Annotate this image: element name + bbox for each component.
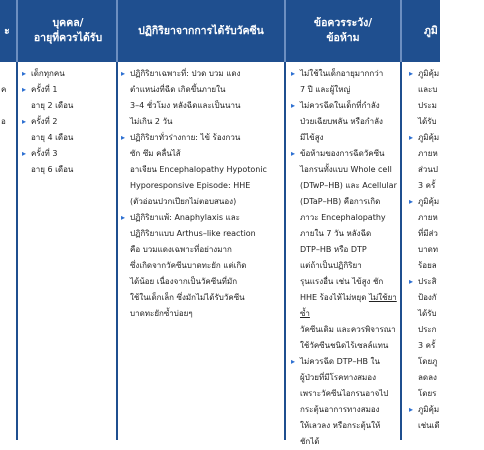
text-line: (DTwP–HB) และ Acellular <box>300 181 397 190</box>
header-precautions <box>286 0 400 62</box>
col1-fragment: อ <box>1 117 6 126</box>
list-item <box>291 146 398 354</box>
header-precautions-line1: ข้อควรระวัง/ <box>313 17 373 29</box>
text-line: วัคซีนเดิม และควรพิจารณา <box>300 325 396 334</box>
header-immunity: ภูมิ <box>424 24 438 37</box>
text-line: ไอกรนทั้งแบบ Whole cell <box>300 165 392 174</box>
text-line: 3 ครั้ <box>418 341 436 350</box>
text-line: ซึ่งเกิดจากวัคซีนบาดทะยัก แต่เกิด <box>130 261 247 270</box>
text-line: เพราะวัคซีนไอกรนอาจไป <box>300 389 389 398</box>
text-line: ผู้ป่วยที่มีโรคทางสมอง <box>300 373 376 382</box>
text-line: รุนแรงอื่น เช่น ไข้สูง ชัก <box>300 277 384 286</box>
underlined-text: ไม่ใช้ยาซ้ำ <box>300 293 397 318</box>
column-divider <box>284 62 286 440</box>
text-line: ใช้วัคซีนชนิดไร้เซลล์แทน <box>300 341 389 350</box>
text-line: มีไข้สูง <box>300 133 324 142</box>
column-divider <box>400 62 402 440</box>
header-person-age-line1: บุคคล/ <box>52 17 84 29</box>
text-line: อายุ 2 เดือน <box>31 101 74 110</box>
list-item <box>121 210 268 322</box>
text-line: 7 ปี และผู้ใหญ่ <box>300 85 351 94</box>
list-item <box>22 66 108 82</box>
list-item <box>22 82 108 98</box>
text-line: ▸ ปฏิกิริยาแพ้: Anaphylaxis และ <box>130 213 240 222</box>
text-line: ภายใน 7 วัน หลังฉีด <box>300 229 372 238</box>
text-line: ▸ ครั้งที่ 3 <box>31 149 58 158</box>
text-line: ▸ ปฏิกิริยาทั่วร่างกาย: ไข้ ร้องกวน <box>130 133 241 142</box>
text-line: อายุ 6 เดือน <box>31 165 74 174</box>
text-line: ▸ ไม่ควรฉีดในเด็กที่กำลัง <box>300 101 380 110</box>
list-item: ▸ ภูมิคุ้ม <box>409 130 440 146</box>
text-line: ใช้ในเด็กเล็ก ซึ่งมักไม่ได้รับวัคซีน <box>130 293 245 302</box>
text-line: ▸ ครั้งที่ 1 <box>31 85 58 94</box>
text-line: แต่ถ้าเป็นปฏิกิริยา <box>300 261 362 270</box>
text-line: ซัก ซึม คลื่นไส้ <box>130 149 181 158</box>
header-person-age-line2: อายุที่ควรได้รับ <box>33 32 103 44</box>
text-line: บาดทะยักซ้ำบ่อยๆ <box>130 309 193 318</box>
text-line: ได้รับ <box>418 117 437 126</box>
text-line: ▸ ข้อห้ามของการฉีดวัคซีน <box>300 149 385 158</box>
col-vaccine-fragment <box>0 62 14 440</box>
text-line: อาเจียน Encephalopathy Hypotonic <box>130 165 267 174</box>
text-line: HHE ร้องไห้ไม่หยุด ไม่ใช้ยาซ้ำ <box>300 293 397 318</box>
header-reactions: ปฏิกิริยาจากการได้รับวัคซีน <box>138 24 264 37</box>
col1-fragment: ค <box>1 85 7 94</box>
text-line: ส่วนป <box>418 165 438 174</box>
text-line: ไม่เกิน 2 วัน <box>130 117 173 126</box>
text-line: ภาวะ Encephalopathy <box>300 213 386 222</box>
text-line: ป่วยเฉียบพลัน หรือกำลัง <box>300 117 383 126</box>
text-line: DTP–HB หรือ DTP <box>300 245 367 254</box>
column-divider <box>116 62 118 440</box>
list-item <box>291 66 398 98</box>
col-person-age <box>22 62 108 440</box>
text-line: ได้น้อย เนื่องจากเป็นวัคซีนที่มัก <box>130 277 238 286</box>
text-line: เช่นเดี <box>418 421 440 430</box>
text-line: โดยร <box>418 389 437 398</box>
list-item <box>121 130 268 210</box>
text-line: ▸ ปฏิกิริยาเฉพาะที่: ปวด บวม แดง <box>130 69 241 78</box>
text-line: และบ <box>418 85 438 94</box>
header-precautions-line2: ข้อห้าม <box>326 32 360 44</box>
text-line: ประก <box>418 325 437 334</box>
list-item <box>291 354 398 450</box>
text-line: ▸ ไม่ใช้ในเด็กอายุมากกว่า <box>300 69 384 78</box>
column-divider <box>16 62 18 440</box>
text-line: ลดลง <box>418 373 437 382</box>
list-item <box>22 114 108 130</box>
col-reactions <box>121 62 268 440</box>
col-immunity <box>409 62 440 440</box>
list-item: ▸ ภูมิคุ้ม <box>409 402 440 418</box>
list-item: ▸ ภูมิคุ้ม <box>409 66 440 82</box>
text-line: ที่มีส่ว <box>418 229 438 238</box>
text-line: คือ บวมแดงเฉพาะที่อย่างมาก <box>130 245 232 254</box>
list-item <box>22 146 108 162</box>
text-line: ชักได้ <box>300 437 320 446</box>
text-line: (ตัวอ่อนปวกเปียกไม่ตอบสนอง) <box>130 197 237 206</box>
text-line: ร้อยล <box>418 261 437 270</box>
text-line: ให้เลวลง หรือกระตุ้นให้ <box>300 421 381 430</box>
text-line: ▸ ไม่ควรฉีด DTP–HB ใน <box>300 357 380 366</box>
text-line: ภายห <box>418 213 438 222</box>
header-person-age <box>18 0 118 62</box>
text-line: โดยภู <box>418 357 438 366</box>
text-line: ปฏิกิริยาแบบ Arthus–like reaction <box>130 229 256 238</box>
text-line: ตำแหน่งที่ฉีด เกิดขึ้นภายใน <box>130 85 226 94</box>
text-line: ป้องกั <box>418 293 437 302</box>
text-line: บาดท <box>418 245 439 254</box>
list-item <box>121 66 268 130</box>
text-line: ได้รับ <box>418 309 437 318</box>
text-line: ประม <box>418 101 437 110</box>
text-line: Hyporesponsive Episode: HHE <box>130 181 251 190</box>
text-line: 3 ครั้ <box>418 181 436 190</box>
text-line: กระตุ้นอาการทางสมอง <box>300 405 380 414</box>
list-item: ▸ ภูมิคุ้ม <box>409 194 440 210</box>
header-col-1: ะ <box>4 24 10 37</box>
text-line: ▸ เด็กทุกคน <box>31 69 65 78</box>
text-line: ภายห <box>418 149 438 158</box>
list-item: ▸ ประสิ <box>409 274 440 290</box>
text-line: (DTaP–HB) คือการเกิด <box>300 197 381 206</box>
text-line: อายุ 4 เดือน <box>31 133 74 142</box>
text-line: ▸ ครั้งที่ 2 <box>31 117 58 126</box>
text-line: 3–4 ชั่วโมง หลังฉีดและเป็นนาน <box>130 101 241 110</box>
list-item <box>291 98 398 146</box>
col-precautions <box>291 62 398 446</box>
